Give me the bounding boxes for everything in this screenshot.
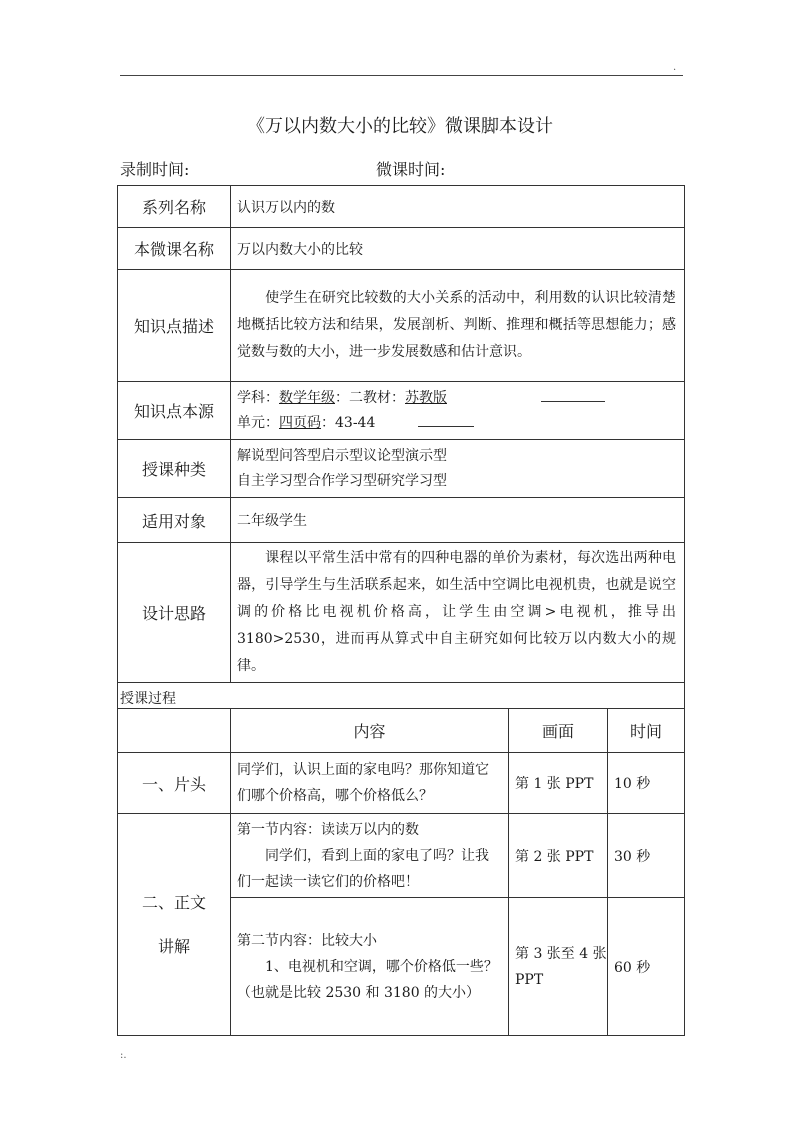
types-value: 解说型问答型启示型议论型演示型 自主学习型合作学习型研究学习型 bbox=[231, 440, 685, 498]
stage2-part2-time: 60 秒 bbox=[608, 898, 685, 1036]
micro-time-label: 微课时间: bbox=[376, 160, 446, 179]
header-content: 内容 bbox=[231, 709, 509, 753]
stage2-part1-time: 30 秒 bbox=[608, 814, 685, 898]
subject-value: 数学年级 bbox=[279, 389, 335, 406]
row-design bbox=[118, 543, 685, 683]
lesson-label: 本微课名称 bbox=[118, 228, 231, 270]
header-screen: 画面 bbox=[509, 709, 608, 753]
row-stage2-part1 bbox=[118, 814, 685, 898]
stage1-label: 一、片头 bbox=[118, 753, 231, 814]
blank-line bbox=[541, 389, 605, 402]
process-label: 授课过程 bbox=[118, 683, 685, 709]
row-audience bbox=[118, 498, 685, 543]
row-lesson bbox=[118, 228, 685, 270]
record-time-label: 录制时间: bbox=[120, 160, 190, 179]
design-value: 课程以平常生活中常有的四种电器的单价为素材，每次选出两种电器，引导学生与生活联系起来，如生活中空调比电视机贵，也就是说空调的价格比电视机价格高，让学生由空调>电视机，推导出 3180>2530，进而再从算式中自主研究如何比较万以内数大小的规律。 bbox=[231, 543, 685, 683]
row-knowledge bbox=[118, 270, 685, 382]
header-rule bbox=[120, 75, 683, 76]
document-title: 《万以内数大小的比较》微课脚本设计 bbox=[247, 116, 553, 137]
stage2-part2-screen: 第 3 张至 4 张 PPT bbox=[509, 898, 608, 1036]
stage1-time: 10 秒 bbox=[608, 753, 685, 814]
stage1-screen: 第 1 张 PPT bbox=[509, 753, 608, 814]
stage2-part1-screen: 第 2 张 PPT bbox=[509, 814, 608, 898]
audience-label: 适用对象 bbox=[118, 498, 231, 543]
knowledge-value: 使学生在研究比较数的大小关系的活动中，利用数的认识比较清楚地概括比较方法和结果，发展剖析、判断、推理和概括等思想能力；感觉数与数的大小，进一步发展数感和估计意识。 bbox=[231, 270, 685, 382]
pages-value: ：43-44 bbox=[321, 414, 376, 431]
audience-value: 二年级学生 bbox=[231, 498, 685, 543]
row-source bbox=[118, 382, 685, 440]
blank-line bbox=[418, 414, 474, 427]
header-empty bbox=[118, 709, 231, 753]
row-stage1 bbox=[118, 753, 685, 814]
source-value: 学科：数学年级：二教材：苏教版 单元：四页码：43-44 bbox=[231, 382, 685, 440]
design-label: 设计思路 bbox=[118, 543, 231, 683]
stage2-label: 二、正文讲解 bbox=[118, 814, 231, 1036]
row-series bbox=[118, 186, 685, 228]
stage1-content: 同学们，认识上面的家电吗？那你知道它们哪个价格高，哪个价格低么？ bbox=[231, 753, 509, 814]
series-value: 认识万以内的数 bbox=[231, 186, 685, 228]
series-label: 系列名称 bbox=[118, 186, 231, 228]
row-process-label bbox=[118, 683, 685, 709]
row-process-header bbox=[118, 709, 685, 753]
stage2-part2-content: 第二节内容：比较大小 1、电视机和空调，哪个价格低一些？（也就是比较 2530 和 3180 的大小） bbox=[231, 898, 509, 1036]
header-mark: . bbox=[673, 62, 677, 73]
stage2-part1-content: 第一节内容：读读万以内的数 同学们，看到上面的家电了吗？让我们一起读一读它们的价格吧！ bbox=[231, 814, 509, 898]
footer-mark: :. bbox=[120, 1050, 127, 1061]
header-time: 时间 bbox=[608, 709, 685, 753]
types-label: 授课种类 bbox=[118, 440, 231, 498]
script-table bbox=[117, 185, 685, 1036]
textbook-value: 苏教版 bbox=[405, 389, 447, 406]
lesson-value: 万以内数大小的比较 bbox=[231, 228, 685, 270]
unit-value: 四页码 bbox=[279, 414, 321, 431]
knowledge-label: 知识点描述 bbox=[118, 270, 231, 382]
source-label: 知识点本源 bbox=[118, 382, 231, 440]
row-types bbox=[118, 440, 685, 498]
